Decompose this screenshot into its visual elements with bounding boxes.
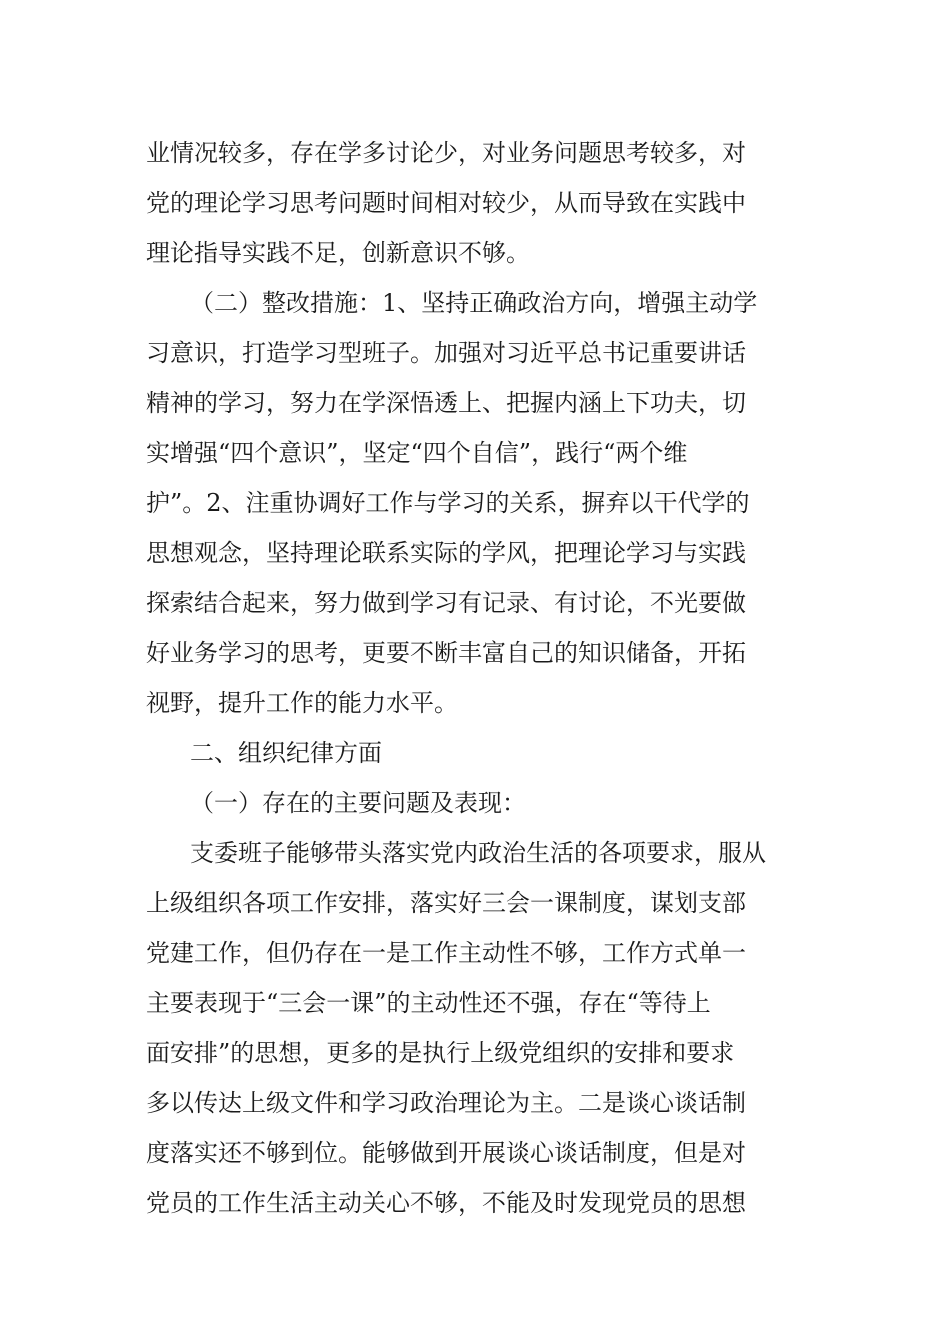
text-line: 业情况较多，存在学多讨论少，对业务问题思考较多，对 <box>146 139 746 167</box>
text-line: 度落实还不够到位。能够做到开展谈心谈话制度，但是对 <box>146 1139 746 1167</box>
text-line: 多以传达上级文件和学习政治理论为主。二是谈心谈话制 <box>146 1089 746 1117</box>
text-line: 思想观念，坚持理论联系实际的学风，把理论学习与实践 <box>146 539 746 567</box>
text-line: 实增强“四个意识”，坚定“四个自信”，践行“两个维 <box>146 439 688 467</box>
text-line: 支委班子能够带头落实党内政治生活的各项要求，服从 <box>190 839 766 867</box>
text-line: 党建工作，但仍存在一是工作主动性不够，工作方式单一 <box>146 939 746 967</box>
text-line: 主要表现于“三会一课”的主动性还不强，存在“等待上 <box>146 989 711 1017</box>
text-line: 探索结合起来，努力做到学习有记录、有讨论，不光要做 <box>146 589 746 617</box>
section-heading: 二、组织纪律方面 <box>190 739 382 767</box>
text-line: 面安排”的思想，更多的是执行上级党组织的安排和要求 <box>146 1039 735 1067</box>
text-line: 党员的工作生活主动关心不够，不能及时发现党员的思想 <box>146 1189 746 1217</box>
text-line: 好业务学习的思考，更要不断丰富自己的知识储备，开拓 <box>146 639 746 667</box>
text-line: 精神的学习，努力在学深悟透上、把握内涵上下功夫，切 <box>146 389 746 417</box>
text-line: 理论指导实践不足，创新意识不够。 <box>146 239 530 267</box>
text-line: 党的理论学习思考问题时间相对较少，从而导致在实践中 <box>146 189 746 217</box>
text-line: 习意识，打造学习型班子。加强对习近平总书记重要讲话 <box>146 339 746 367</box>
text-line: 上级组织各项工作安排，落实好三会一课制度，谋划支部 <box>146 889 746 917</box>
text-line: 护”。2、注重协调好工作与学习的关系，摒弃以干代学的 <box>146 489 750 517</box>
text-line: 视野，提升工作的能力水平。 <box>146 689 458 717</box>
section-heading: （二）整改措施：1、坚持正确政治方向，增强主动学 <box>190 289 758 317</box>
subsection-heading: （一）存在的主要问题及表现： <box>190 789 526 817</box>
